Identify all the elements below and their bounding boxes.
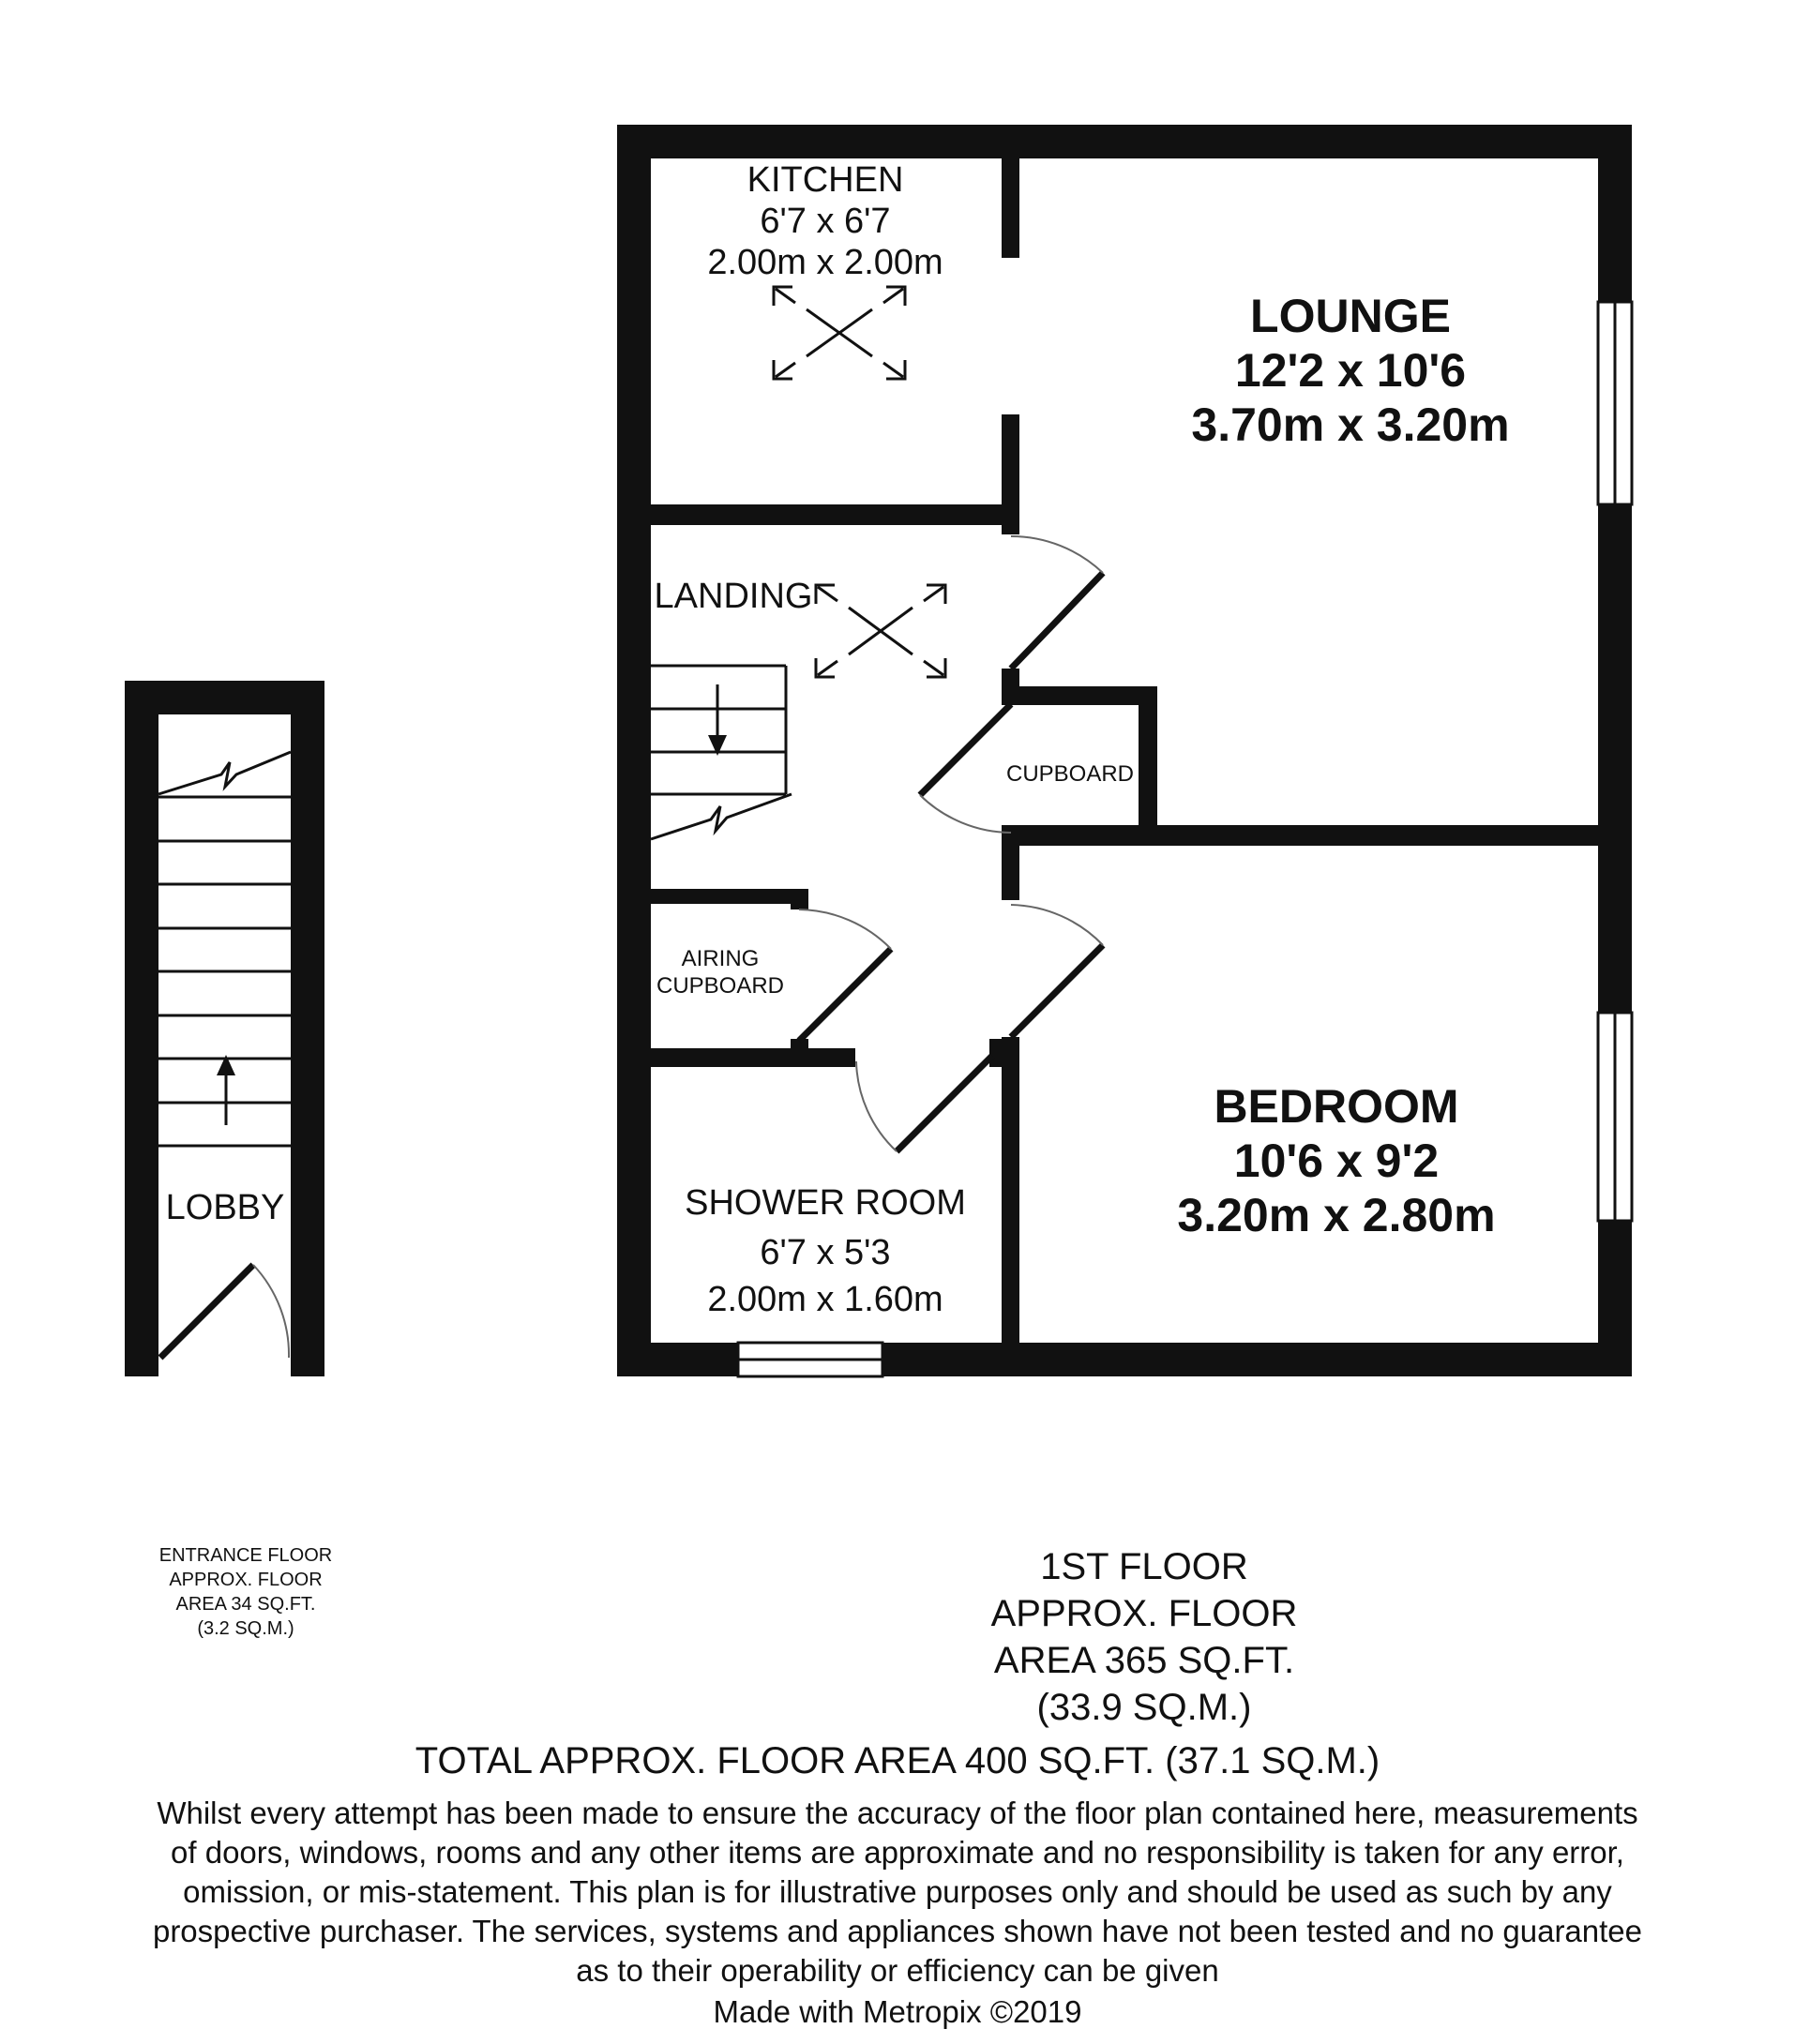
- airing-cupboard-wall-stub: [791, 889, 808, 909]
- disclaimer-line1: Whilst every attempt has been made to ensure the accuracy of the floor plan contained here, measurements: [157, 1796, 1638, 1830]
- kitchen-name: KITCHEN: [747, 160, 904, 200]
- shower-room-name: SHOWER ROOM: [685, 1183, 966, 1223]
- first-floor-line2: APPROX. FLOOR: [990, 1593, 1298, 1634]
- lounge-metric: 3.70m x 3.20m: [1191, 398, 1510, 451]
- kitchen-hatch-icon: [774, 287, 905, 379]
- disclaimer-line2: of doors, windows, rooms and any other items are approximate and no responsibility is taken for any error,: [171, 1835, 1624, 1870]
- disclaimer: [56, 1794, 1739, 1991]
- landing-staircase: [651, 666, 792, 839]
- total-floor-area: TOTAL APPROX. FLOOR AREA 400 SQ.FT. (37.1 SQ.M.): [415, 1740, 1380, 1781]
- airing-cupboard-wall-top: [651, 889, 808, 904]
- lobby-door-swing: [253, 1265, 289, 1358]
- lobby-door: [160, 1265, 253, 1358]
- up-arrow-icon: [217, 1055, 235, 1125]
- landing-hatch-icon: [816, 585, 945, 677]
- bedroom-wall-jamb: [989, 1039, 1019, 1067]
- lounge-imperial: 12'2 x 10'6: [1234, 344, 1467, 397]
- lobby-plan: [125, 681, 324, 1376]
- airing-cupboard-door: [799, 949, 891, 1041]
- entrance-floor-area: [105, 1543, 386, 1641]
- airing-cupboard-door-swing: [799, 909, 891, 949]
- cupboard-door-swing: [920, 795, 1011, 833]
- disclaimer-line5: as to their operability or efficiency can be given: [576, 1953, 1219, 1988]
- airing-cupboard-label-line2: CUPBOARD: [656, 973, 785, 999]
- airing-cupboard-wall-bottom: [651, 1048, 855, 1067]
- entrance-floor-line3: AREA 34 SQ.FT.: [175, 1594, 316, 1615]
- bedroom-name: BEDROOM: [1214, 1080, 1459, 1133]
- lobby-stair-break-line: [158, 752, 291, 794]
- lounge-door-swing: [1011, 536, 1103, 573]
- bedroom-door: [1011, 945, 1103, 1037]
- cupboard-wall-top: [1002, 686, 1157, 705]
- first-floor-line4: (33.9 SQ.M.): [1036, 1687, 1252, 1728]
- entrance-floor-line1: ENTRANCE FLOOR: [158, 1545, 333, 1566]
- lounge-door: [1011, 573, 1103, 669]
- cupboard-label: CUPBOARD: [1005, 761, 1135, 787]
- shower-room-metric: 2.00m x 1.60m: [707, 1280, 943, 1319]
- bedroom-west-wall: [1002, 1037, 1019, 1343]
- down-arrow-icon: [708, 684, 727, 756]
- kitchen-lounge-wall-upper: [1002, 158, 1019, 258]
- first-floor-plan: [617, 125, 1632, 1376]
- bedroom-wall-stub: [1002, 846, 1019, 900]
- outer-wall-left: [617, 125, 651, 1376]
- lounge-name: LOUNGE: [1250, 290, 1451, 342]
- first-floor-area: [844, 1543, 1444, 1731]
- cupboard-door: [920, 704, 1011, 795]
- lobby-wall-left: [125, 681, 158, 1376]
- disclaimer-line4: prospective purchaser. The services, systems and appliances shown have not been tested and no guarantee: [152, 1914, 1643, 1948]
- lobby-label: LOBBY: [165, 1188, 285, 1227]
- shower-room-imperial: 6'7 x 5'3: [760, 1233, 891, 1272]
- first-floor-line1: 1ST FLOOR: [1040, 1546, 1248, 1587]
- kitchen-imperial: 6'7 x 6'7: [760, 202, 891, 241]
- made-with-credit: Made with Metropix ©2019: [713, 1994, 1082, 2029]
- landing-label: LANDING: [654, 577, 813, 616]
- outer-wall-top: [617, 125, 1632, 158]
- bedroom-imperial: 10'6 x 9'2: [1233, 1135, 1440, 1187]
- entrance-floor-line2: APPROX. FLOOR: [169, 1570, 323, 1590]
- cupboard-wall-right: [1139, 686, 1157, 827]
- lobby-wall-right: [291, 681, 324, 1376]
- airing-cupboard-wall-jamb: [791, 1039, 808, 1067]
- shower-room-door: [897, 1056, 992, 1151]
- kitchen-landing-wall: [651, 504, 1019, 525]
- bedroom-metric: 3.20m x 2.80m: [1177, 1189, 1496, 1241]
- disclaimer-line3: omission, or mis-statement. This plan is for illustrative purposes only and should be used as such by any: [183, 1874, 1612, 1909]
- bedroom-door-swing: [1011, 905, 1103, 945]
- entrance-floor-line4: (3.2 SQ.M.): [197, 1618, 294, 1639]
- kitchen-metric: 2.00m x 2.00m: [707, 243, 943, 282]
- lounge-bedroom-wall: [1002, 825, 1598, 846]
- first-floor-line3: AREA 365 SQ.FT.: [993, 1640, 1295, 1681]
- shower-room-door-swing: [856, 1061, 897, 1151]
- landing-stair-break-line: [651, 794, 792, 839]
- airing-cupboard-label-line1: AIRING: [681, 946, 760, 971]
